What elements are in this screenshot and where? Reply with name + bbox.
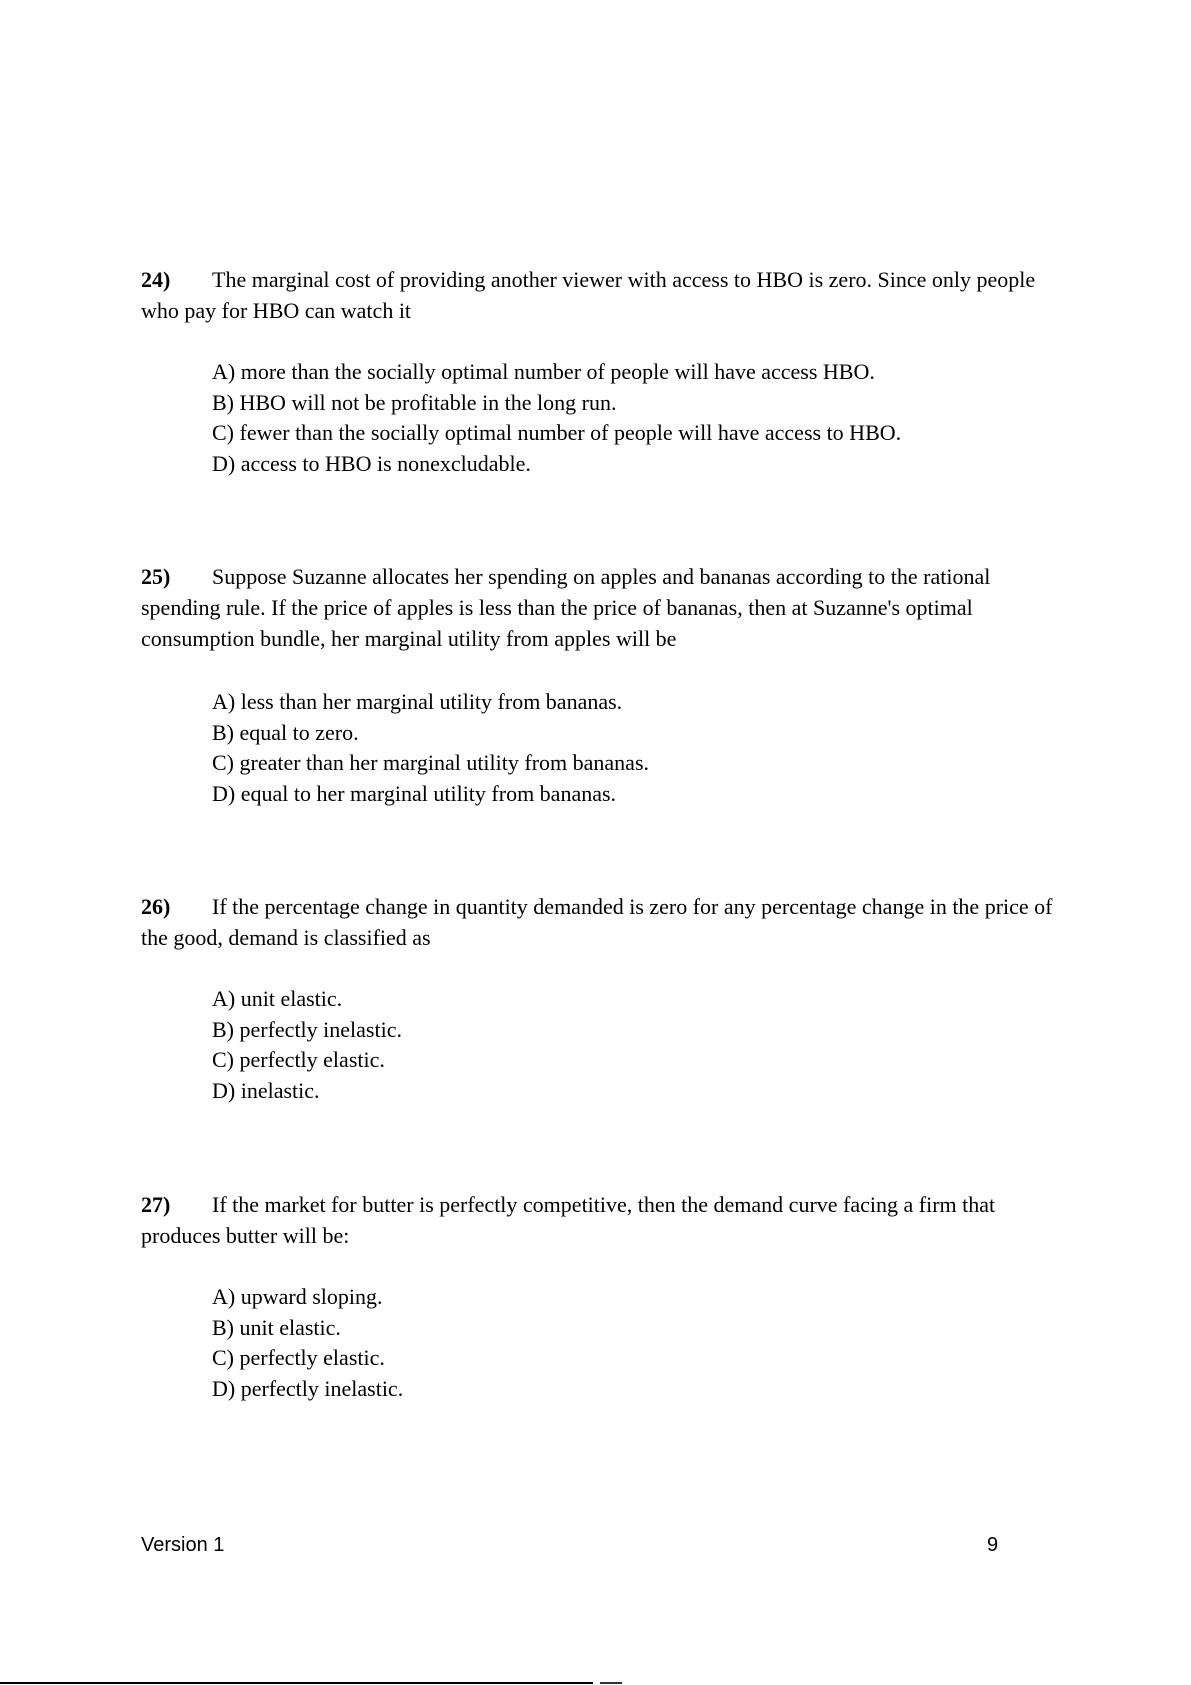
question-26 (141, 891, 1056, 953)
option: D) equal to her marginal utility from bananas. (212, 780, 617, 806)
footer-version: Version 1 (141, 1534, 225, 1556)
option: C) perfectly elastic. (212, 1047, 385, 1072)
question-27-options (212, 1282, 403, 1404)
option: B) unit elastic. (212, 1314, 341, 1340)
question-27 (141, 1189, 1056, 1251)
option: A) less than her marginal utility from bananas. (212, 689, 623, 714)
question-24-options (212, 357, 901, 479)
option: C) fewer than the socially optimal number of people will have access to HBO. (212, 420, 902, 445)
question-text: If the market for butter is perfectly competitive, then the demand curve facing a firm that produces butter will be: (141, 1192, 996, 1248)
question-text: Suppose Suzanne allocates her spending on apples and bananas according to the rational spending rule. If the price of apples is less than the price of bananas, then at Suzanne's optimal consumption bundle, her marginal utility from apples will be (141, 564, 991, 651)
question-number: 26) (141, 894, 171, 919)
bottom-divider-mark (600, 1682, 622, 1684)
question-number: 24) (141, 267, 171, 292)
question-number: 27) (141, 1192, 171, 1217)
option: A) unit elastic. (212, 986, 343, 1011)
option: D) perfectly inelastic. (212, 1375, 404, 1401)
option: D) access to HBO is nonexcludable. (212, 450, 531, 476)
option: A) upward sloping. (212, 1284, 383, 1309)
option: A) more than the socially optimal number of people will have access HBO. (212, 359, 875, 384)
bottom-divider (0, 1682, 593, 1684)
question-text: If the percentage change in quantity demanded is zero for any percentage change in the price of the good, demand is classified as (141, 894, 1053, 950)
question-25 (141, 561, 1056, 654)
question-24 (141, 264, 1056, 326)
option: C) greater than her marginal utility from bananas. (212, 750, 650, 775)
question-text: The marginal cost of providing another viewer with access to HBO is zero. Since only people who pay for HBO can watch it (141, 267, 1036, 323)
question-number: 25) (141, 564, 171, 589)
option: D) inelastic. (212, 1077, 320, 1103)
question-26-options (212, 984, 402, 1106)
option: B) perfectly inelastic. (212, 1016, 402, 1042)
option: B) equal to zero. (212, 719, 359, 745)
question-25-options (212, 687, 649, 809)
option: B) HBO will not be profitable in the long run. (212, 389, 617, 415)
footer-page-number: 9 (987, 1534, 999, 1556)
option: C) perfectly elastic. (212, 1345, 385, 1370)
